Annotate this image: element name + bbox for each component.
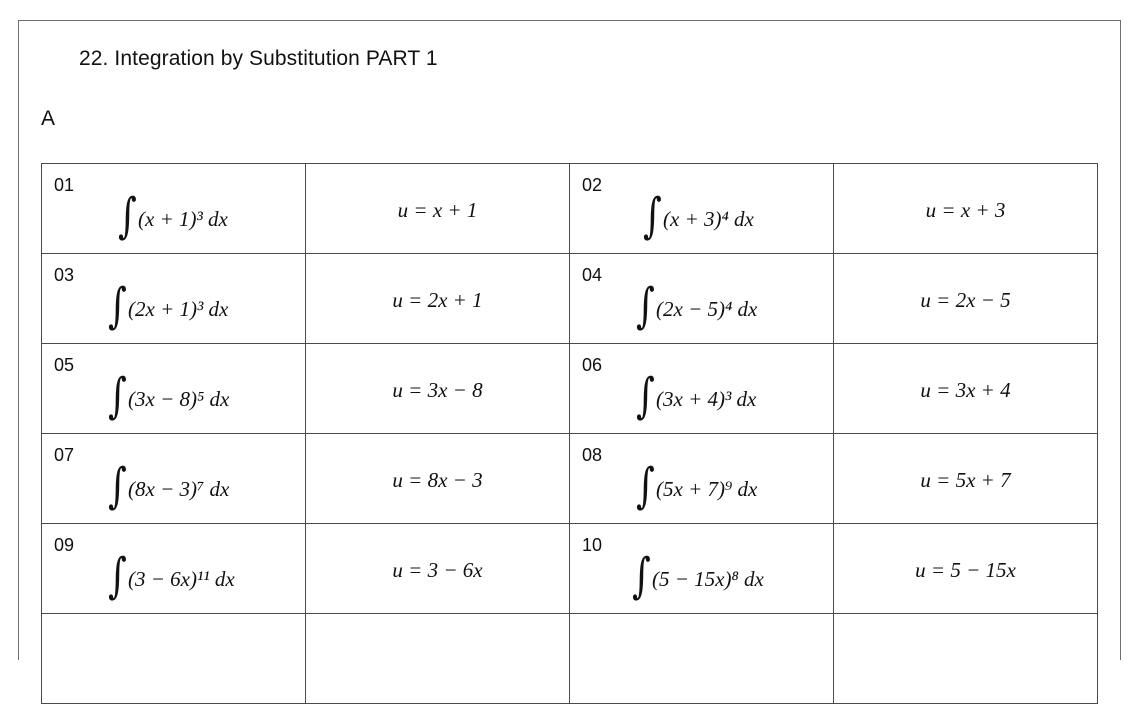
integral-sign-icon: ∫: [636, 458, 655, 514]
substitution-cell: [834, 344, 1098, 434]
integrand: (x + 3)⁴ dx: [663, 206, 754, 231]
question-number: 08: [582, 445, 603, 465]
substitution-cell: [834, 524, 1098, 614]
substitution: u = x + 1: [397, 198, 478, 222]
integral-sign-icon: ∫: [118, 188, 137, 244]
integral-expression: [115, 188, 228, 244]
integral-sign-icon: ∫: [108, 368, 127, 424]
table-row: [42, 524, 1098, 614]
question-cell: [42, 254, 306, 344]
question-number: 06: [582, 355, 603, 375]
integrand: (3 − 6x)¹¹ dx: [128, 566, 235, 591]
substitution-cell: [834, 614, 1098, 704]
integral-expression: [105, 548, 235, 604]
integral-sign-icon: ∫: [108, 548, 127, 604]
table-row: [42, 614, 1098, 704]
table-row: [42, 434, 1098, 524]
question-cell: [570, 254, 834, 344]
question-cell: [42, 524, 306, 614]
document-title: 22. Integration by Substitution PART 1: [79, 47, 438, 70]
integral-expression: [105, 278, 229, 334]
integrand: (2x + 1)³ dx: [128, 296, 229, 321]
substitution: u = 2x − 5: [920, 288, 1011, 312]
substitution-cell: [306, 344, 570, 434]
substitution-cell: [834, 434, 1098, 524]
substitution: u = 2x + 1: [392, 288, 483, 312]
question-number: 07: [54, 445, 75, 465]
integral-sign-icon: ∫: [108, 458, 127, 514]
integral-expression: [633, 278, 758, 334]
question-cell: [42, 434, 306, 524]
question-cell: [570, 434, 834, 524]
substitution: u = x + 3: [925, 198, 1006, 222]
question-number: 02: [582, 175, 603, 195]
integrand: (3x + 4)³ dx: [656, 386, 757, 411]
table-row: [42, 164, 1098, 254]
integrand: (3x − 8)⁵ dx: [128, 386, 230, 411]
question-number: 09: [54, 535, 75, 555]
substitution: u = 3x − 8: [392, 378, 483, 402]
substitution-cell: [306, 254, 570, 344]
question-cell: [42, 614, 306, 704]
integrand: (x + 1)³ dx: [138, 206, 228, 231]
integral-sign-icon: ∫: [643, 188, 662, 244]
question-number: 05: [54, 355, 75, 375]
table-row: [42, 344, 1098, 434]
integral-sign-icon: ∫: [636, 368, 655, 424]
substitution-cell: [306, 164, 570, 254]
question-cell: [570, 524, 834, 614]
integral-sign-icon: ∫: [632, 548, 651, 604]
substitution: u = 8x − 3: [392, 468, 483, 492]
question-number: 03: [54, 265, 75, 285]
exercise-table: [41, 163, 1098, 704]
question-cell: [42, 344, 306, 434]
integrand: (5 − 15x)⁸ dx: [652, 566, 764, 591]
integral-sign-icon: ∫: [108, 278, 127, 334]
integral-expression: [640, 188, 754, 244]
substitution: u = 5x + 7: [920, 468, 1011, 492]
integral-expression: [105, 458, 230, 514]
question-number: 10: [582, 535, 603, 555]
integral-expression: [633, 368, 757, 424]
table-row: [42, 254, 1098, 344]
substitution-cell: [834, 254, 1098, 344]
question-cell: [570, 614, 834, 704]
substitution: u = 3x + 4: [920, 378, 1011, 402]
substitution-cell: [306, 434, 570, 524]
integral-expression: [633, 458, 758, 514]
integrand: (5x + 7)⁹ dx: [656, 476, 758, 501]
integrand: (8x − 3)⁷ dx: [128, 476, 230, 501]
question-number: 04: [582, 265, 603, 285]
substitution: u = 3 − 6x: [392, 558, 483, 582]
substitution-cell: [306, 614, 570, 704]
integral-expression: [629, 548, 764, 604]
integral-sign-icon: ∫: [636, 278, 655, 334]
question-cell: [42, 164, 306, 254]
question-cell: [570, 344, 834, 434]
substitution-cell: [834, 164, 1098, 254]
integrand: (2x − 5)⁴ dx: [656, 296, 758, 321]
section-label: A: [41, 107, 56, 130]
integral-expression: [105, 368, 230, 424]
substitution-cell: [306, 524, 570, 614]
question-cell: [570, 164, 834, 254]
question-number: 01: [54, 175, 75, 195]
substitution: u = 5 − 15x: [915, 558, 1016, 582]
